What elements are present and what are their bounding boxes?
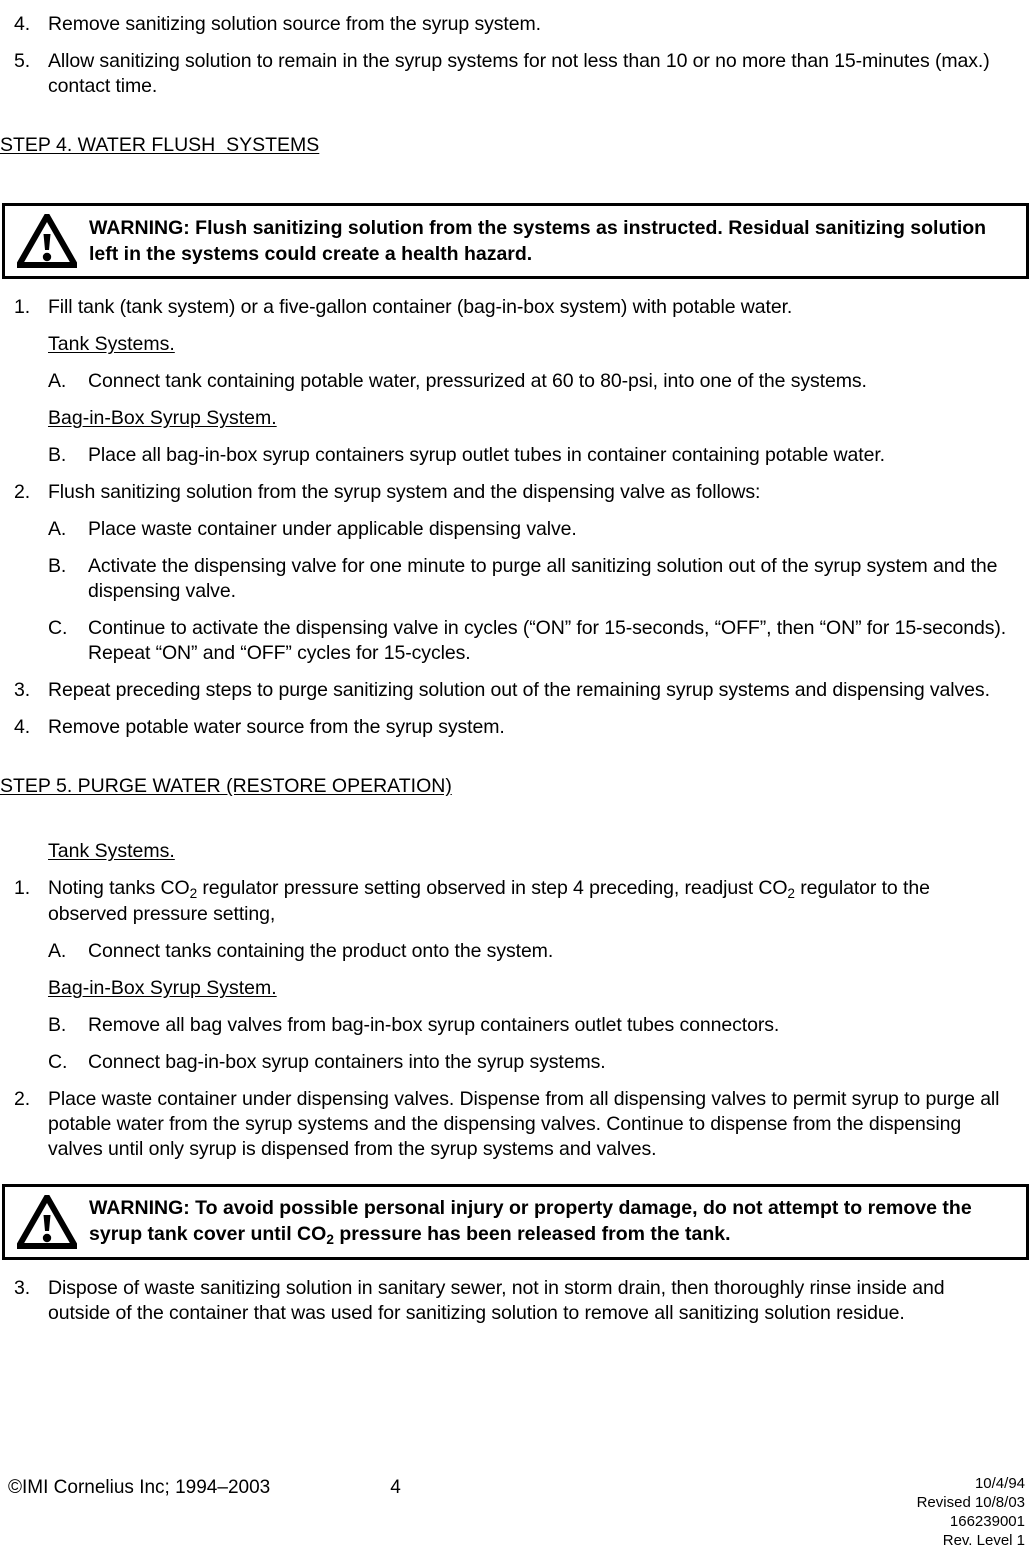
step-5-heading-text: STEP 5. PURGE WATER (RESTORE OPERATION) [0, 775, 452, 797]
list-item [0, 369, 1031, 394]
warning-text [79, 1195, 1022, 1249]
list-marker: C. [48, 617, 68, 639]
step-5-heading [0, 774, 1031, 799]
warning-box [2, 203, 1029, 279]
spacer [0, 505, 1031, 517]
copyright-notice: ©IMI Cornelius Inc; 1994–2003 [8, 1477, 271, 1498]
spacer [0, 1162, 1031, 1184]
warning-text: WARNING: Flush sanitizing solution from the systems as instructed. Residual sanitizing solution left in the systems could create a health hazard. [89, 217, 987, 265]
spacer [0, 927, 1031, 939]
spacer [0, 158, 1031, 203]
footer-revision-block [917, 1474, 1025, 1550]
list-item [0, 1013, 1031, 1038]
list-text [48, 876, 1009, 927]
spacer [0, 320, 1031, 332]
tank-systems-heading-text: Tank Systems. [48, 840, 175, 862]
list-marker: 2. [14, 481, 31, 503]
list-item [0, 12, 1031, 37]
tank-systems-heading [0, 332, 1031, 357]
spacer [0, 37, 1031, 49]
list-text: Flush sanitizing solution from the syrup system and the dispensing valve as follows: [48, 481, 761, 503]
spacer [0, 0, 1031, 12]
list-item [0, 1087, 1031, 1162]
step-4-heading-text: STEP 4. WATER FLUSH SYSTEMS [0, 134, 320, 156]
list-item [0, 616, 1031, 666]
text-segment: Noting tanks CO [48, 877, 190, 899]
list-text: Dispose of waste sanitizing solution in sanitary sewer, not in storm drain, then thoroughly rinse inside and outside of the container that was used for sanitizing solution to remove all sanitizing solution residue. [48, 1277, 945, 1324]
footer-revised: Revised 10/8/03 [916, 1494, 1025, 1511]
list-marker: 1. [14, 877, 31, 899]
list-text: Remove potable water source from the syrup system. [48, 716, 505, 738]
text-segment: regulator pressure setting observed in step 4 preceding, readjust CO [197, 877, 788, 899]
bag-in-box-heading-text: Bag-in-Box Syrup System. [48, 977, 277, 999]
list-item [0, 295, 1031, 320]
list-item [0, 715, 1031, 740]
tank-systems-heading-text: Tank Systems. [48, 333, 175, 355]
co2-subscript: 2 [787, 885, 795, 901]
spacer [0, 964, 1031, 976]
spacer [0, 357, 1031, 369]
list-item [0, 49, 1031, 99]
list-item [0, 554, 1031, 604]
spacer [0, 1001, 1031, 1013]
spacer [0, 1075, 1031, 1087]
list-text: Activate the dispensing valve for one minute to purge all sanitizing solution out of the syrup system and the dispensing valve. [88, 555, 998, 602]
list-marker: A. [48, 518, 67, 540]
list-text: Place waste container under applicable dispensing valve. [88, 518, 577, 540]
list-marker: C. [48, 1051, 68, 1073]
spacer [0, 604, 1031, 616]
spacer [0, 468, 1031, 480]
page-number: 4 [390, 1477, 401, 1498]
text-segment: WARNING: To avoid possible personal injury or property damage, do not attempt to remove the syrup tank cover until CO [89, 1197, 972, 1245]
text-segment: pressure has been released from the tank. [333, 1223, 731, 1245]
tank-systems-heading [0, 839, 1031, 864]
list-text: Connect tanks containing the product onto the system. [88, 940, 554, 962]
co2-subscript: 2 [326, 1231, 334, 1247]
spacer [0, 431, 1031, 443]
spacer [0, 1038, 1031, 1050]
spacer [0, 1260, 1031, 1276]
list-marker: A. [48, 940, 67, 962]
list-text: Remove all bag valves from bag-in-box syrup containers outlet tubes connectors. [88, 1014, 780, 1036]
bag-in-box-heading [0, 406, 1031, 431]
bag-in-box-heading-text: Bag-in-Box Syrup System. [48, 407, 277, 429]
list-item [0, 480, 1031, 505]
list-marker: 5. [14, 50, 31, 72]
list-text: Remove sanitizing solution source from the syrup system. [48, 13, 541, 35]
list-item [0, 939, 1031, 964]
text-segment: regulator to the observed pressure setting, [48, 877, 930, 925]
list-text: Connect bag-in-box syrup containers into the syrup systems. [88, 1051, 606, 1073]
list-marker: 2. [14, 1088, 31, 1110]
spacer [0, 864, 1031, 876]
list-marker: B. [48, 1014, 67, 1036]
bag-in-box-heading [0, 976, 1031, 1001]
list-text: Repeat preceding steps to purge sanitizing solution out of the remaining syrup systems and dispensing valves. [48, 679, 990, 701]
spacer [0, 703, 1031, 715]
list-item [0, 443, 1031, 468]
list-marker: A. [48, 370, 67, 392]
list-marker: B. [48, 444, 67, 466]
warning-triangle-icon [15, 1193, 79, 1251]
footer-part-number: 166239001 [949, 1513, 1025, 1530]
spacer [0, 799, 1031, 839]
co2-subscript: 2 [189, 885, 198, 901]
list-marker: 1. [14, 296, 31, 318]
warning-box [2, 1184, 1029, 1260]
spacer [0, 542, 1031, 554]
list-marker: B. [48, 555, 67, 577]
list-text: Fill tank (tank system) or a five-gallon container (bag-in-box system) with potable water. [48, 296, 793, 318]
spacer [0, 279, 1031, 295]
list-item [0, 678, 1031, 703]
page-footer [0, 1474, 1031, 1552]
list-item [0, 517, 1031, 542]
spacer [0, 394, 1031, 406]
list-text: Continue to activate the dispensing valve in cycles (“ON” for 15-seconds, “OFF”, then “ON” for 15-seconds). Repeat “ON” and “OFF” cycles for 15-cycles. [88, 617, 1007, 664]
list-text: Place all bag-in-box syrup containers syrup outlet tubes in container containing potable water. [88, 444, 885, 466]
step-4-heading [0, 133, 1031, 158]
footer-rev-level: Rev. Level 1 [942, 1532, 1025, 1549]
spacer [0, 666, 1031, 678]
list-marker: 3. [14, 1277, 31, 1299]
list-text: Connect tank containing potable water, pressurized at 60 to 80-psi, into one of the systems. [88, 370, 867, 392]
spacer [0, 99, 1031, 133]
list-text: Place waste container under dispensing valves. Dispense from all dispensing valves to permit syrup to purge all potable water from the syrup systems and the dispensing valves. Continue to dispense from the dispensing valves until only syrup is dispensed from the syrup systems and valves. [48, 1088, 1000, 1160]
list-item [0, 1276, 1031, 1326]
list-item [0, 1050, 1031, 1075]
footer-date: 10/4/94 [974, 1475, 1025, 1492]
warning-triangle-icon [15, 212, 79, 270]
list-item [0, 876, 1031, 927]
list-marker: 4. [14, 716, 31, 738]
spacer [0, 740, 1031, 774]
list-marker: 4. [14, 13, 31, 35]
list-marker: 3. [14, 679, 31, 701]
list-text: Allow sanitizing solution to remain in the syrup systems for not less than 10 or no more than 15-minutes (max.) contact time. [48, 50, 990, 97]
